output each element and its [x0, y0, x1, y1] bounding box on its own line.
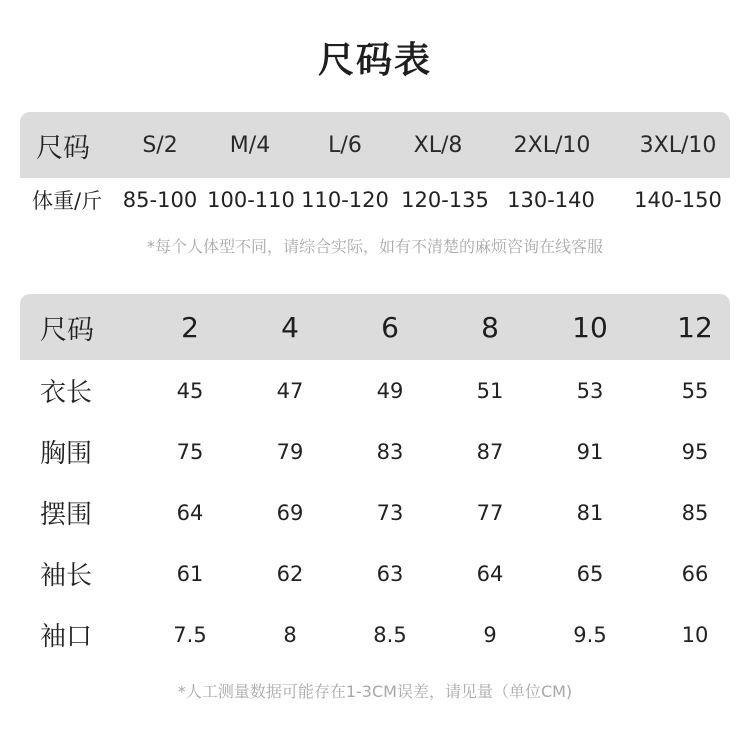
size-number: 10: [572, 310, 608, 344]
measurement-value: 62: [276, 561, 304, 586]
measurement-name: 衣长: [40, 378, 93, 408]
measurement-value: 63: [376, 561, 404, 586]
measurement-value: 77: [476, 500, 504, 525]
measurement-value: 53: [576, 378, 604, 403]
measurement-value: 66: [681, 561, 709, 586]
weight-value: 110-120: [301, 188, 389, 212]
measurement-value: 83: [376, 439, 404, 464]
measurement-value: 61: [176, 561, 204, 586]
size-number: 4: [281, 310, 299, 344]
size-header-label: 尺码: [40, 314, 94, 346]
size-number: 2: [181, 310, 199, 344]
measurement-value: 79: [276, 439, 304, 464]
weight-row: [20, 178, 730, 222]
measurement-value: 51: [476, 378, 504, 403]
weight-value: 85-100: [122, 188, 198, 212]
size-number: 12: [677, 310, 713, 344]
weight-value: 130-140: [507, 188, 595, 212]
table-row: [20, 360, 730, 421]
size-label: XL/8: [413, 132, 463, 158]
size-number: 8: [481, 310, 499, 344]
measurement-value: 8: [283, 622, 297, 647]
table-row: [20, 543, 730, 604]
measurement-name: 袖口: [40, 622, 93, 652]
table-row: [20, 604, 730, 665]
measurement-table: [20, 294, 730, 665]
measurement-value: 9.5: [573, 622, 607, 647]
size-label: M/4: [229, 132, 271, 158]
size-number: 6: [381, 310, 399, 344]
measurement-value: 81: [576, 500, 604, 525]
size-label: S/2: [142, 132, 178, 158]
measurement-value: 65: [576, 561, 604, 586]
size-label: 3XL/10: [639, 132, 717, 158]
measurement-value: 75: [176, 439, 204, 464]
measurement-value: 9: [483, 622, 497, 647]
measurement-value: 49: [376, 378, 404, 403]
weight-label: 体重/斤: [32, 189, 103, 213]
size-label: 2XL/10: [513, 132, 591, 158]
measurement-value: 64: [476, 561, 504, 586]
measurement-value: 95: [681, 439, 709, 464]
weight-value: 140-150: [634, 188, 722, 212]
measurement-name: 袖长: [40, 561, 93, 591]
measurement-value: 91: [576, 439, 604, 464]
size-label: L/6: [328, 132, 362, 158]
measurement-value: 7.5: [173, 622, 207, 647]
measurement-name: 胸围: [40, 439, 93, 469]
measurement-value: 8.5: [373, 622, 407, 647]
size-weight-header-row: [20, 112, 730, 178]
measurement-value: 64: [176, 500, 204, 525]
table-row: [20, 421, 730, 482]
measurement-value: 55: [681, 378, 709, 403]
size-header-label: 尺码: [36, 132, 90, 164]
size-weight-table: [20, 112, 730, 222]
table-row: [20, 482, 730, 543]
measurement-value: 87: [476, 439, 504, 464]
weight-value: 100-110: [207, 188, 295, 212]
measurement-value: 85: [681, 500, 709, 525]
measurement-value: 10: [681, 622, 709, 647]
measurement-value: 69: [276, 500, 304, 525]
measurement-header-row: [20, 294, 730, 360]
measurement-value: 73: [376, 500, 404, 525]
measurement-value: 47: [276, 378, 304, 403]
page-title: 尺码表: [317, 40, 432, 81]
measurement-name: 摆围: [40, 500, 93, 530]
measurement-note: *人工测量数据可能存在1-3CM误差，请见量（单位CM): [177, 682, 573, 701]
fit-note: *每个人体型不同，请综合实际，如有不清楚的麻烦咨询在线客服: [146, 237, 603, 256]
weight-value: 120-135: [401, 188, 489, 212]
measurement-value: 45: [176, 378, 204, 403]
